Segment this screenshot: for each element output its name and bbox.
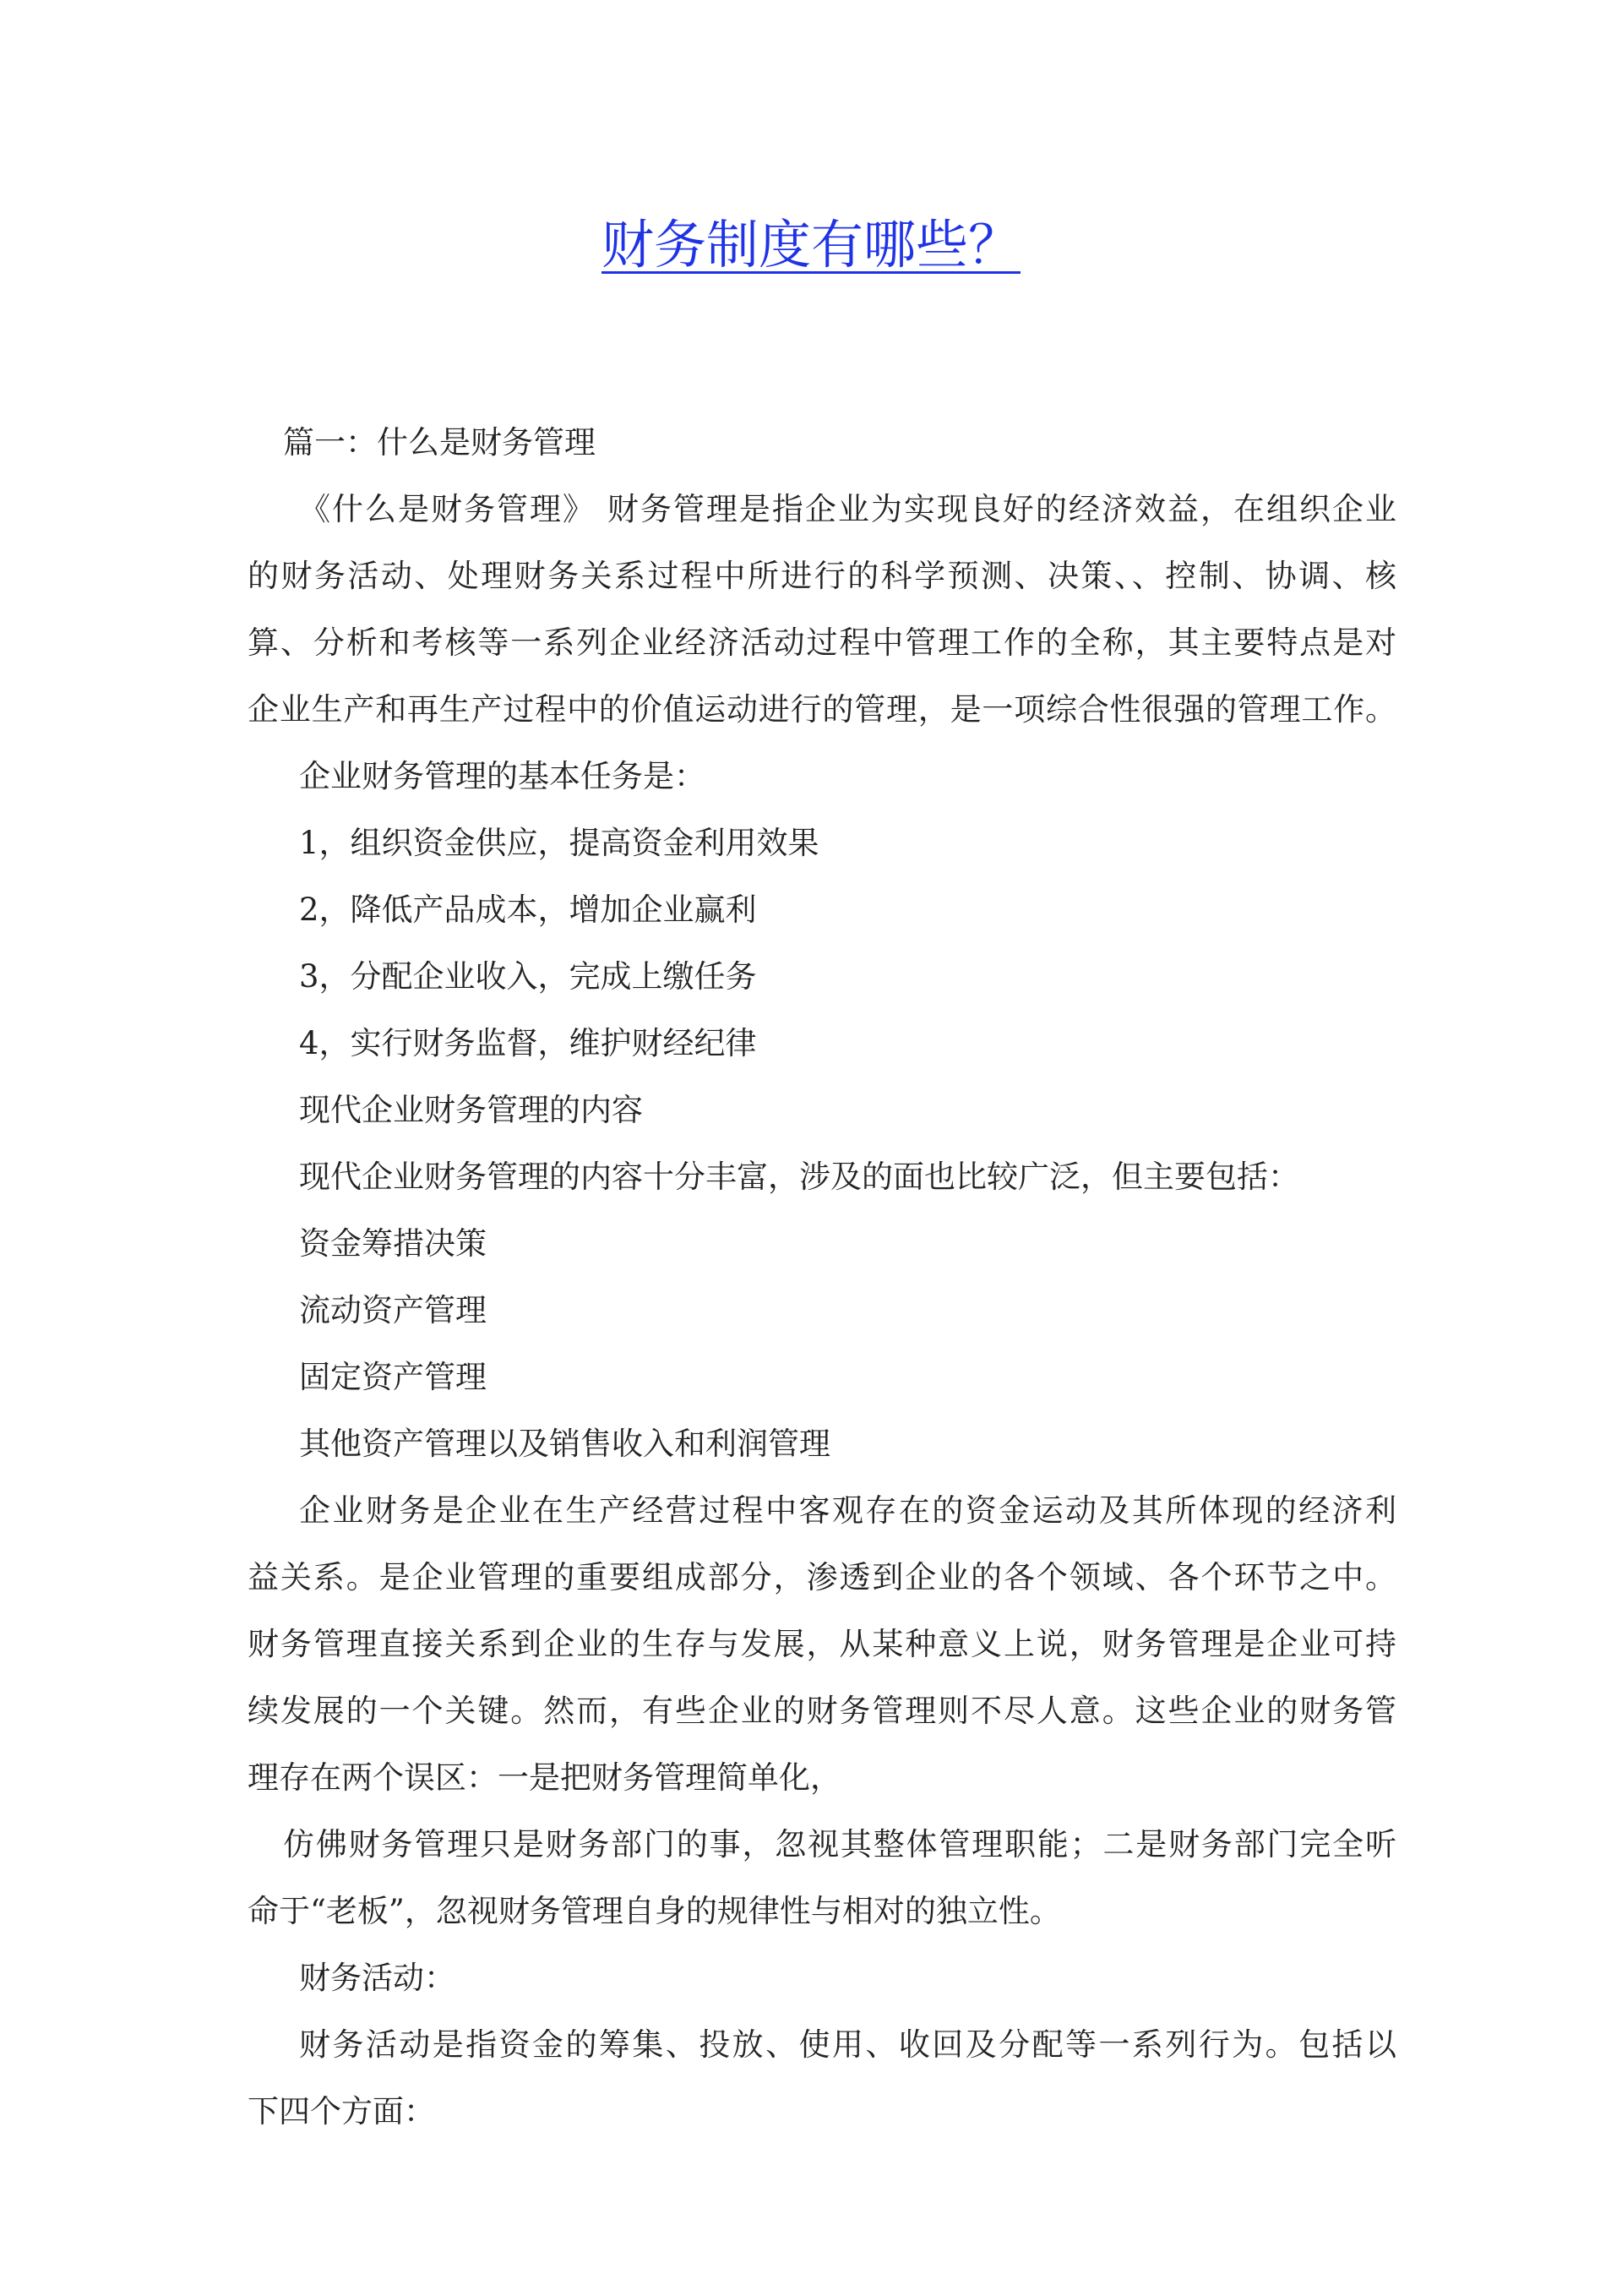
paragraph-line: 仿佛财务管理只是财务部门的事，忽视其整体管理职能；二是财务部门完全听 xyxy=(283,1826,1396,1862)
paragraph-line: 企业生产和再生产过程中的价值运动进行的管理，是一项综合性很强的管理工作。 xyxy=(248,691,1396,728)
paragraph-line: 的财务活动、处理财务关系过程中所进行的科学预测、决策、、控制、协调、核 xyxy=(248,558,1396,594)
paragraph-line: 续发展的一个关键。然而，有些企业的财务管理则不尽人意。这些企业的财务管 xyxy=(248,1693,1396,1729)
paragraph-line: 企业财务是企业在生产经营过程中客观存在的资金运动及其所体现的经济利 xyxy=(299,1492,1396,1529)
paragraph-line: 现代企业财务管理的内容 xyxy=(299,1092,643,1128)
paragraph-line: 4，实行财务监督，维护财经纪律 xyxy=(299,1025,757,1061)
paragraph-line: 算、分析和考核等一系列企业经济活动过程中管理工作的全称，其主要特点是对 xyxy=(248,624,1396,661)
paragraph-line: 2，降低产品成本，增加企业赢利 xyxy=(299,892,757,928)
paragraph-line: 现代企业财务管理的内容十分丰富，涉及的面也比较广泛，但主要包括： xyxy=(299,1159,1299,1195)
paragraph-line: 固定资产管理 xyxy=(299,1359,487,1395)
paragraph-line: 其他资产管理以及销售收入和利润管理 xyxy=(299,1426,830,1462)
paragraph-line: 命于“老板”，忽视财务管理自身的规律性与相对的独立性。 xyxy=(248,1893,1061,1929)
paragraph-line: 下四个方面： xyxy=(248,2093,435,2130)
document-body xyxy=(248,417,1396,2153)
paragraph-line: 财务管理直接关系到企业的生存与发展，从某种意义上说，财务管理是企业可持 xyxy=(248,1626,1396,1662)
paragraph-line: 财务活动： xyxy=(299,1960,455,1996)
paragraph-line: 《什么是财务管理》 财务管理是指企业为实现良好的经济效益，在组织企业 xyxy=(299,491,1396,527)
paragraph-line: 理存在两个误区：一是把财务管理简单化， xyxy=(248,1759,841,1796)
title-link[interactable]: 财务制度有哪些？ xyxy=(601,214,1021,275)
paragraph-line: 3，分配企业收入，完成上缴任务 xyxy=(299,958,757,995)
paragraph-line: 1，组织资金供应，提高资金利用效果 xyxy=(299,825,819,861)
paragraph-line: 益关系。是企业管理的重要组成部分，渗透到企业的各个领域、各个环节之中。 xyxy=(248,1559,1396,1595)
paragraph-line: 篇一：什么是财务管理 xyxy=(283,424,596,461)
paragraph-line: 财务活动是指资金的筹集、投放、使用、收回及分配等一系列行为。包括以 xyxy=(299,2026,1396,2063)
document-title xyxy=(0,203,1622,278)
paragraph-line: 企业财务管理的基本任务是： xyxy=(299,758,705,794)
paragraph-line: 流动资产管理 xyxy=(299,1292,487,1328)
paragraph-line: 资金筹措决策 xyxy=(299,1225,487,1262)
